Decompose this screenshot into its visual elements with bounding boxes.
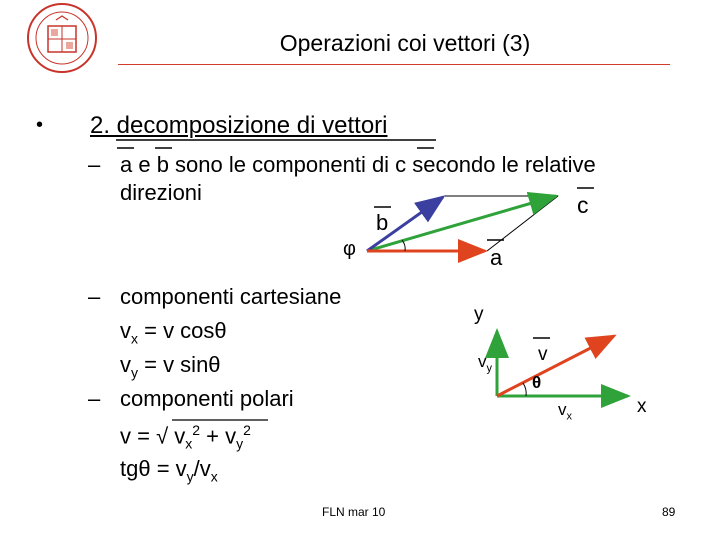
vy-formula: $v_y = v$ sinθ bbox=[120, 352, 221, 381]
components-line-2: direzioni bbox=[120, 180, 202, 205]
cartesian-label: componenti cartesiane bbox=[120, 284, 342, 309]
label-theta: θ bbox=[532, 373, 542, 392]
label-b: b bbox=[376, 210, 389, 235]
label-a: a bbox=[490, 245, 503, 270]
slide-title: Operazioni coi vettori (3) bbox=[279, 30, 531, 56]
section-heading: 2. decomposizione di vettori bbox=[90, 112, 388, 139]
label-vx: $v_x$ bbox=[558, 400, 572, 423]
components-line-1: a e b sono le componenti di c secondo le relative bbox=[120, 152, 596, 177]
page-number: 89 bbox=[662, 505, 676, 519]
label-phi: φ bbox=[343, 238, 356, 260]
label-y-axis: y bbox=[474, 304, 484, 325]
label-x-axis: x bbox=[637, 396, 647, 417]
tangent-formula: $tg\theta = v_y/v_x$ bbox=[120, 456, 218, 485]
modulus-formula: v = √ $v_x^2 + v_y^2$ bbox=[120, 422, 251, 452]
footer-left: FLN mar 10 bbox=[322, 505, 386, 519]
label-c: c bbox=[577, 192, 589, 218]
label-v: v bbox=[538, 344, 548, 365]
dash-1: – bbox=[88, 152, 101, 177]
bullet-marker: • bbox=[36, 114, 44, 136]
dash-2: – bbox=[88, 284, 101, 309]
polar-label: componenti polari bbox=[120, 386, 294, 411]
dash-3: – bbox=[88, 386, 101, 411]
vx-formula: $v_x = v$ cosθ bbox=[120, 318, 227, 347]
label-vy: $v_y$ bbox=[478, 352, 492, 375]
